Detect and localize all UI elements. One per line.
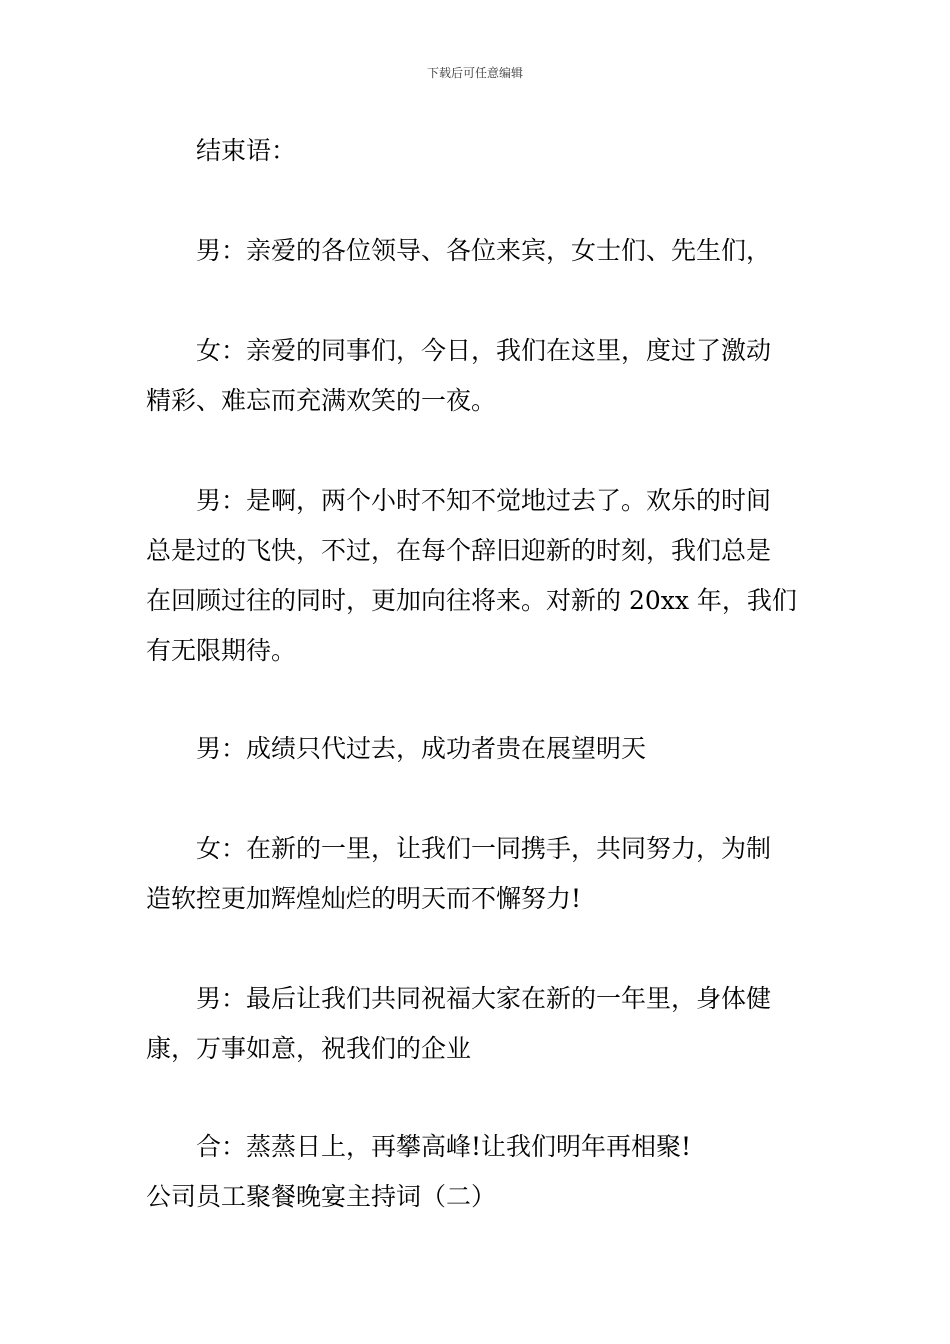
paragraph-female-line-1: 女：亲爱的同事们，今日，我们在这里，度过了激动	[196, 336, 772, 365]
paragraph-together-closing: 合：蒸蒸日上，再攀高峰!让我们明年再相聚!	[196, 1132, 692, 1161]
paragraph-female-together-line-1: 女：在新的一里，让我们一同携手，共同努力，为制	[196, 834, 772, 863]
paragraph-male-greeting: 男：亲爱的各位领导、各位来宾，女士们、先生们，	[196, 236, 772, 265]
paragraph-male-blessing-line-2: 康，万事如意，祝我们的企业	[146, 1034, 472, 1063]
next-section-title: 公司员工聚餐晚宴主持词（二）	[146, 1182, 497, 1211]
paragraph-female-together-line-2: 造软控更加辉煌灿烂的明天而不懈努力!	[146, 884, 582, 913]
paragraph-male-time-line-3: 在回顾过往的同时，更加向往将来。对新的 20xx 年，我们	[146, 586, 797, 615]
closing-heading: 结束语：	[196, 136, 297, 165]
paragraph-male-time-line-4: 有无限期待。	[146, 636, 297, 665]
paragraph-female-line-2: 精彩、难忘而充满欢笑的一夜。	[146, 386, 497, 415]
paragraph-male-achievement: 男：成绩只代过去，成功者贵在展望明天	[196, 734, 647, 763]
paragraph-male-time-line-2: 总是过的飞快，不过，在每个辞旧迎新的时刻，我们总是	[146, 536, 772, 565]
paragraph-male-blessing-line-1: 男：最后让我们共同祝福大家在新的一年里，身体健	[196, 984, 772, 1013]
page-header: 下载后可任意编辑	[426, 66, 523, 80]
paragraph-male-time-line-1: 男：是啊，两个小时不知不觉地过去了。欢乐的时间	[196, 486, 772, 515]
